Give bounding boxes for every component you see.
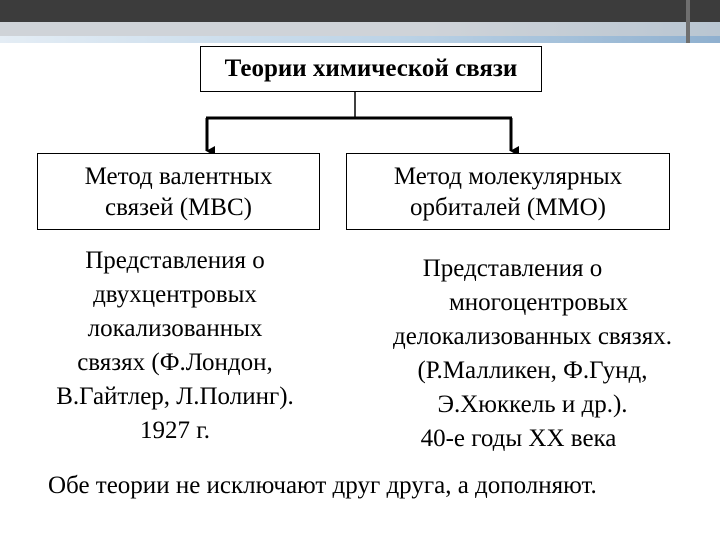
method-mvs-line-2: связей (МВС) [105, 193, 252, 221]
description-mvs [20, 244, 330, 448]
description-mmo-line-2: многоцентровых [448, 289, 629, 316]
description-mmo-line-3: делокализованных связях. [392, 323, 673, 350]
description-mvs-line-5: В.Гайтлер, Л.Полинг). [56, 383, 294, 410]
description-mvs-line-2: двухцентровых [93, 281, 257, 308]
method-box-mmo [346, 153, 670, 230]
description-mmo-line-5: Э.Хюккель и др.). [437, 391, 628, 418]
description-mvs-line-4: связях (Ф.Лондон, [77, 349, 273, 376]
diagram-title-box [200, 46, 542, 92]
description-mmo [360, 252, 705, 456]
description-mmo-line-4: (Р.Малликен, Ф.Гунд, [417, 357, 648, 384]
description-mmo-line-6: 40-е годы ХХ века [420, 425, 617, 452]
description-mvs-line-3: локализованных [87, 315, 263, 342]
diagram-title: Теории химической связи [224, 55, 518, 82]
method-box-mvs [37, 153, 320, 230]
method-mmo-line-1: Метод молекулярных [393, 162, 623, 190]
conclusion-text: Обе теории не исключают друг друга, а дополняют. [48, 472, 597, 499]
method-mvs-line-1: Метод валентных [84, 162, 273, 190]
description-mvs-line-6: 1927 г. [140, 417, 210, 444]
method-mmo-line-2: орбиталей (ММО) [409, 193, 606, 221]
description-mmo-line-1: Представления о [422, 255, 603, 282]
description-mvs-line-1: Представления о [85, 247, 265, 274]
